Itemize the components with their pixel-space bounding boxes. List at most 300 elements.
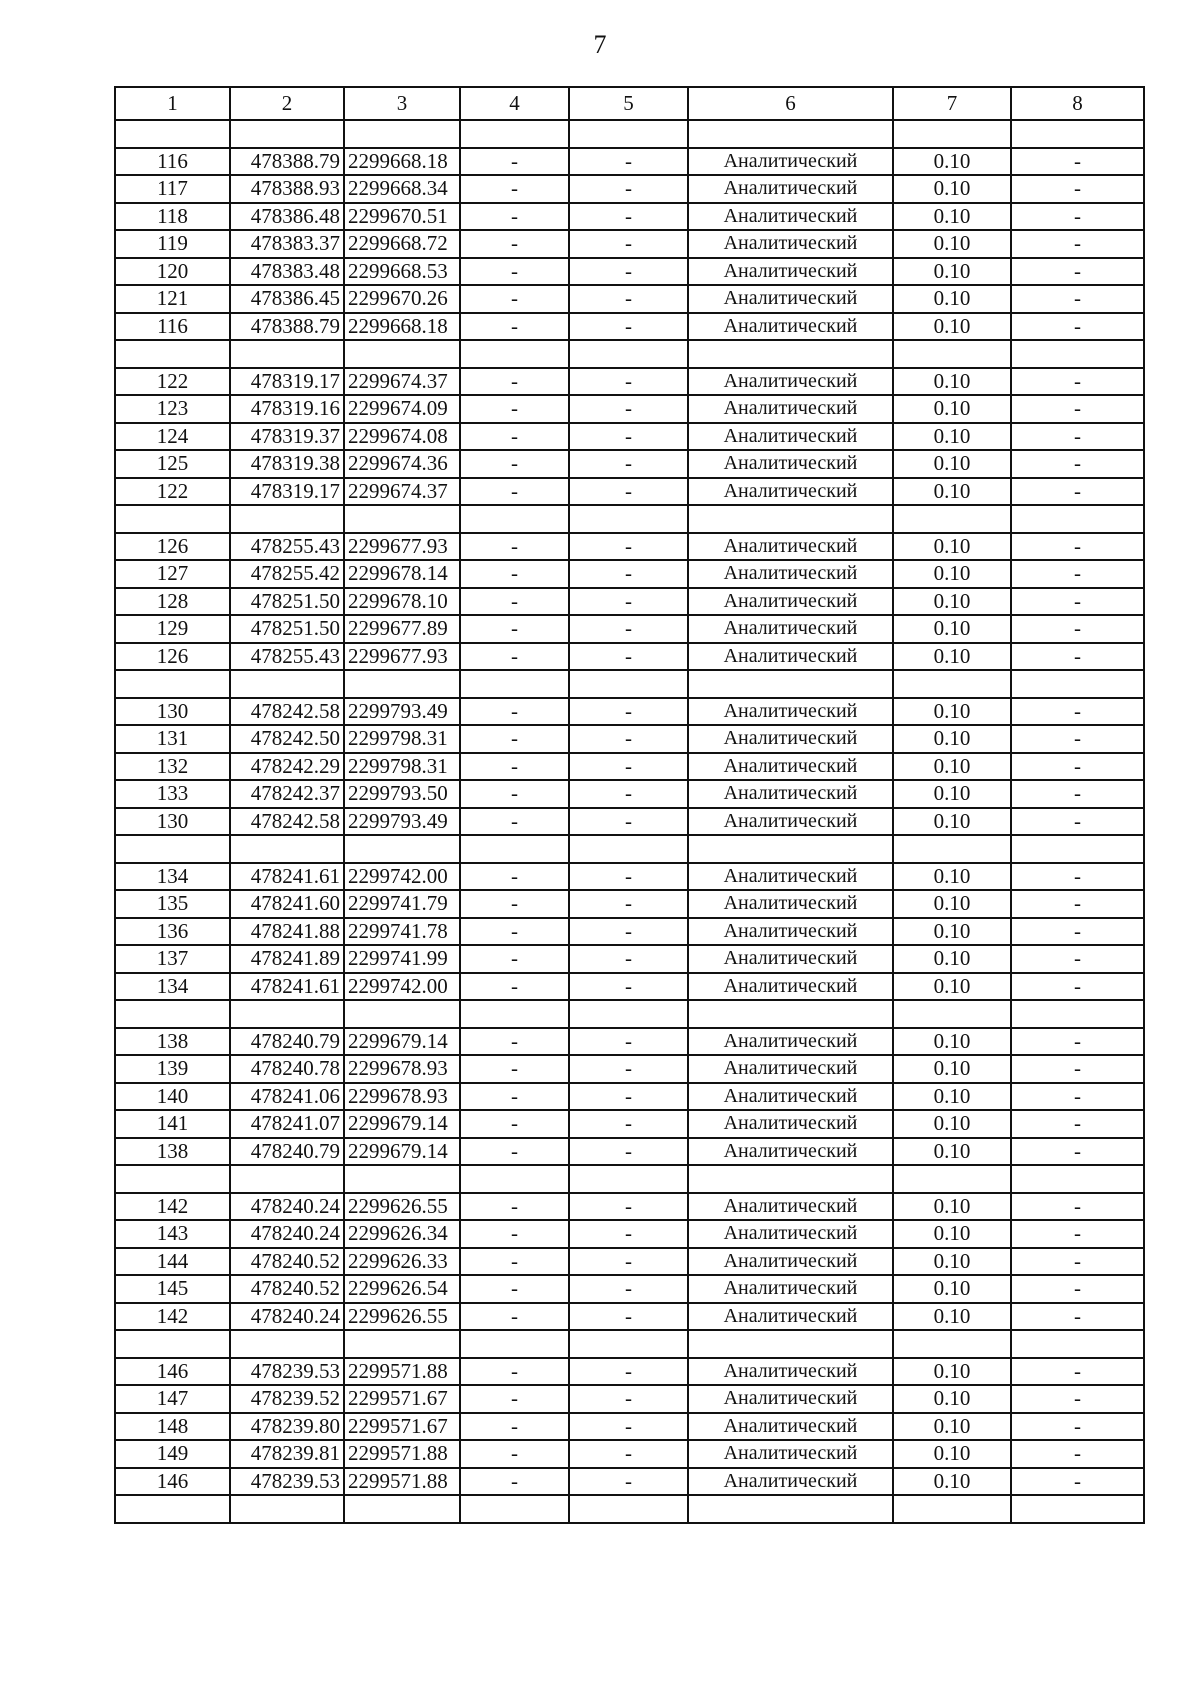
- column-8-cell: -: [1011, 148, 1144, 176]
- x-coordinate-cell: [230, 670, 344, 698]
- column-4-cell: -: [460, 1110, 569, 1138]
- column-5-cell: -: [569, 890, 688, 918]
- table-row: [115, 643, 1144, 671]
- column-8-cell: -: [1011, 533, 1144, 561]
- column-5-cell: -: [569, 1055, 688, 1083]
- column-8-cell: -: [1011, 643, 1144, 671]
- x-coordinate-cell: 478388.93: [230, 175, 344, 203]
- point-number-cell: 127: [115, 560, 230, 588]
- method-cell: Аналитический: [688, 560, 893, 588]
- x-coordinate-cell: 478388.79: [230, 313, 344, 341]
- table-row: [115, 368, 1144, 396]
- column-8-cell: -: [1011, 890, 1144, 918]
- table-row: [115, 1303, 1144, 1331]
- method-cell: Аналитический: [688, 753, 893, 781]
- method-cell: Аналитический: [688, 918, 893, 946]
- y-coordinate-cell: 2299571.88: [344, 1468, 460, 1496]
- column-4-cell: -: [460, 1028, 569, 1056]
- table-row: [115, 533, 1144, 561]
- y-coordinate-cell: 2299741.79: [344, 890, 460, 918]
- column-5-cell: [569, 1000, 688, 1028]
- x-coordinate-cell: 478240.79: [230, 1028, 344, 1056]
- table-row: [115, 203, 1144, 231]
- method-cell: Аналитический: [688, 478, 893, 506]
- column-8-cell: [1011, 1495, 1144, 1523]
- column-5-cell: -: [569, 478, 688, 506]
- method-cell: Аналитический: [688, 945, 893, 973]
- column-4-cell: -: [460, 1248, 569, 1276]
- y-coordinate-cell: 2299674.37: [344, 478, 460, 506]
- x-coordinate-cell: [230, 1000, 344, 1028]
- column-8-cell: -: [1011, 175, 1144, 203]
- column-5-cell: -: [569, 615, 688, 643]
- point-number-cell: 116: [115, 313, 230, 341]
- column-5-cell: -: [569, 560, 688, 588]
- x-coordinate-cell: 478241.88: [230, 918, 344, 946]
- accuracy-cell: 0.10: [893, 285, 1011, 313]
- column-5-cell: [569, 670, 688, 698]
- column-5-cell: -: [569, 1248, 688, 1276]
- table-row: [115, 725, 1144, 753]
- table-row: [115, 698, 1144, 726]
- y-coordinate-cell: [344, 1000, 460, 1028]
- accuracy-cell: 0.10: [893, 1028, 1011, 1056]
- table-separator-row: [115, 505, 1144, 533]
- column-4-cell: [460, 1330, 569, 1358]
- column-5-cell: -: [569, 533, 688, 561]
- column-4-cell: -: [460, 725, 569, 753]
- point-number-cell: 133: [115, 780, 230, 808]
- method-cell: Аналитический: [688, 1220, 893, 1248]
- method-cell: Аналитический: [688, 175, 893, 203]
- accuracy-cell: 0.10: [893, 450, 1011, 478]
- x-coordinate-cell: 478242.37: [230, 780, 344, 808]
- accuracy-cell: [893, 1330, 1011, 1358]
- column-4-cell: -: [460, 588, 569, 616]
- point-number-cell: 123: [115, 395, 230, 423]
- column-8-cell: -: [1011, 1468, 1144, 1496]
- table-separator-row: [115, 120, 1144, 148]
- y-coordinate-cell: 2299678.93: [344, 1055, 460, 1083]
- column-5-cell: -: [569, 1028, 688, 1056]
- column-5-cell: -: [569, 945, 688, 973]
- point-number-cell: 139: [115, 1055, 230, 1083]
- column-4-cell: -: [460, 698, 569, 726]
- column-5-cell: -: [569, 1083, 688, 1111]
- method-cell: Аналитический: [688, 1303, 893, 1331]
- accuracy-cell: 0.10: [893, 1110, 1011, 1138]
- accuracy-cell: 0.10: [893, 478, 1011, 506]
- method-cell: Аналитический: [688, 395, 893, 423]
- column-5-cell: [569, 120, 688, 148]
- table-row: [115, 973, 1144, 1001]
- column-4-cell: -: [460, 1083, 569, 1111]
- y-coordinate-cell: 2299798.31: [344, 725, 460, 753]
- accuracy-cell: 0.10: [893, 643, 1011, 671]
- column-8-cell: -: [1011, 808, 1144, 836]
- method-cell: Аналитический: [688, 780, 893, 808]
- column-4-cell: -: [460, 148, 569, 176]
- y-coordinate-cell: [344, 505, 460, 533]
- column-4-cell: -: [460, 203, 569, 231]
- x-coordinate-cell: 478240.78: [230, 1055, 344, 1083]
- column-8-cell: -: [1011, 478, 1144, 506]
- accuracy-cell: 0.10: [893, 313, 1011, 341]
- accuracy-cell: [893, 120, 1011, 148]
- point-number-cell: 148: [115, 1413, 230, 1441]
- column-8-cell: -: [1011, 1248, 1144, 1276]
- table-separator-row: [115, 1165, 1144, 1193]
- method-cell: Аналитический: [688, 808, 893, 836]
- point-number-cell: [115, 835, 230, 863]
- column-4-cell: -: [460, 560, 569, 588]
- point-number-cell: 130: [115, 698, 230, 726]
- column-header-4: 4: [460, 87, 569, 120]
- point-number-cell: 131: [115, 725, 230, 753]
- accuracy-cell: 0.10: [893, 725, 1011, 753]
- column-8-cell: [1011, 1165, 1144, 1193]
- y-coordinate-cell: 2299668.34: [344, 175, 460, 203]
- column-8-cell: [1011, 835, 1144, 863]
- y-coordinate-cell: 2299677.93: [344, 533, 460, 561]
- y-coordinate-cell: [344, 1165, 460, 1193]
- column-header-8: 8: [1011, 87, 1144, 120]
- column-header-2: 2: [230, 87, 344, 120]
- point-number-cell: 138: [115, 1138, 230, 1166]
- column-8-cell: -: [1011, 313, 1144, 341]
- column-4-cell: -: [460, 1138, 569, 1166]
- column-5-cell: -: [569, 1303, 688, 1331]
- column-5-cell: -: [569, 1220, 688, 1248]
- column-4-cell: -: [460, 533, 569, 561]
- table-row: [115, 1275, 1144, 1303]
- column-4-cell: -: [460, 1385, 569, 1413]
- table-row: [115, 863, 1144, 891]
- x-coordinate-cell: 478239.81: [230, 1440, 344, 1468]
- method-cell: Аналитический: [688, 615, 893, 643]
- column-5-cell: -: [569, 753, 688, 781]
- table-row: [115, 450, 1144, 478]
- column-8-cell: -: [1011, 450, 1144, 478]
- accuracy-cell: 0.10: [893, 588, 1011, 616]
- point-number-cell: 125: [115, 450, 230, 478]
- y-coordinate-cell: [344, 1330, 460, 1358]
- method-cell: Аналитический: [688, 588, 893, 616]
- column-5-cell: [569, 835, 688, 863]
- column-5-cell: -: [569, 1193, 688, 1221]
- y-coordinate-cell: 2299668.72: [344, 230, 460, 258]
- table-row: [115, 148, 1144, 176]
- column-4-cell: -: [460, 615, 569, 643]
- column-5-cell: -: [569, 450, 688, 478]
- point-number-cell: [115, 120, 230, 148]
- accuracy-cell: 0.10: [893, 203, 1011, 231]
- y-coordinate-cell: 2299668.53: [344, 258, 460, 286]
- method-cell: Аналитический: [688, 1193, 893, 1221]
- x-coordinate-cell: [230, 505, 344, 533]
- y-coordinate-cell: [344, 340, 460, 368]
- accuracy-cell: 0.10: [893, 808, 1011, 836]
- point-number-cell: [115, 670, 230, 698]
- x-coordinate-cell: 478242.58: [230, 698, 344, 726]
- column-header-6: 6: [688, 87, 893, 120]
- column-4-cell: [460, 1000, 569, 1028]
- column-5-cell: -: [569, 780, 688, 808]
- y-coordinate-cell: 2299741.99: [344, 945, 460, 973]
- point-number-cell: 142: [115, 1303, 230, 1331]
- accuracy-cell: 0.10: [893, 1083, 1011, 1111]
- column-4-cell: -: [460, 808, 569, 836]
- x-coordinate-cell: 478239.52: [230, 1385, 344, 1413]
- column-4-cell: -: [460, 1413, 569, 1441]
- accuracy-cell: [893, 835, 1011, 863]
- y-coordinate-cell: 2299571.88: [344, 1358, 460, 1386]
- y-coordinate-cell: 2299674.09: [344, 395, 460, 423]
- y-coordinate-cell: 2299626.33: [344, 1248, 460, 1276]
- x-coordinate-cell: [230, 120, 344, 148]
- point-number-cell: 126: [115, 643, 230, 671]
- column-4-cell: -: [460, 423, 569, 451]
- method-cell: Аналитический: [688, 1440, 893, 1468]
- column-8-cell: -: [1011, 698, 1144, 726]
- method-cell: Аналитический: [688, 148, 893, 176]
- accuracy-cell: 0.10: [893, 615, 1011, 643]
- point-number-cell: [115, 1495, 230, 1523]
- table-header-row: [115, 87, 1144, 120]
- column-5-cell: -: [569, 230, 688, 258]
- column-header-3: 3: [344, 87, 460, 120]
- y-coordinate-cell: 2299668.18: [344, 148, 460, 176]
- x-coordinate-cell: 478255.43: [230, 643, 344, 671]
- method-cell: Аналитический: [688, 1275, 893, 1303]
- accuracy-cell: 0.10: [893, 1413, 1011, 1441]
- accuracy-cell: 0.10: [893, 1055, 1011, 1083]
- accuracy-cell: 0.10: [893, 1220, 1011, 1248]
- x-coordinate-cell: 478319.37: [230, 423, 344, 451]
- column-5-cell: -: [569, 973, 688, 1001]
- y-coordinate-cell: 2299668.18: [344, 313, 460, 341]
- x-coordinate-cell: 478241.06: [230, 1083, 344, 1111]
- accuracy-cell: 0.10: [893, 1193, 1011, 1221]
- x-coordinate-cell: 478239.53: [230, 1358, 344, 1386]
- column-8-cell: -: [1011, 395, 1144, 423]
- table-row: [115, 1220, 1144, 1248]
- point-number-cell: 124: [115, 423, 230, 451]
- point-number-cell: 119: [115, 230, 230, 258]
- column-4-cell: -: [460, 753, 569, 781]
- point-number-cell: 147: [115, 1385, 230, 1413]
- point-number-cell: 122: [115, 368, 230, 396]
- column-4-cell: -: [460, 285, 569, 313]
- column-5-cell: -: [569, 588, 688, 616]
- table-row: [115, 395, 1144, 423]
- table-row: [115, 423, 1144, 451]
- method-cell: [688, 1165, 893, 1193]
- table-row: [115, 1468, 1144, 1496]
- table-separator-row: [115, 835, 1144, 863]
- table-row: [115, 918, 1144, 946]
- x-coordinate-cell: 478255.42: [230, 560, 344, 588]
- x-coordinate-cell: 478242.58: [230, 808, 344, 836]
- y-coordinate-cell: 2299793.49: [344, 698, 460, 726]
- y-coordinate-cell: 2299674.08: [344, 423, 460, 451]
- x-coordinate-cell: 478240.24: [230, 1220, 344, 1248]
- method-cell: Аналитический: [688, 890, 893, 918]
- table-row: [115, 313, 1144, 341]
- column-8-cell: -: [1011, 285, 1144, 313]
- y-coordinate-cell: 2299677.93: [344, 643, 460, 671]
- method-cell: Аналитический: [688, 1138, 893, 1166]
- y-coordinate-cell: 2299674.36: [344, 450, 460, 478]
- column-8-cell: -: [1011, 1055, 1144, 1083]
- column-4-cell: [460, 1495, 569, 1523]
- table-row: [115, 258, 1144, 286]
- x-coordinate-cell: 478386.48: [230, 203, 344, 231]
- table-row: [115, 615, 1144, 643]
- method-cell: [688, 340, 893, 368]
- point-number-cell: [115, 1000, 230, 1028]
- point-number-cell: 142: [115, 1193, 230, 1221]
- accuracy-cell: 0.10: [893, 368, 1011, 396]
- column-4-cell: -: [460, 1275, 569, 1303]
- y-coordinate-cell: 2299677.89: [344, 615, 460, 643]
- accuracy-cell: 0.10: [893, 395, 1011, 423]
- method-cell: Аналитический: [688, 973, 893, 1001]
- column-4-cell: -: [460, 945, 569, 973]
- point-number-cell: 134: [115, 863, 230, 891]
- y-coordinate-cell: 2299679.14: [344, 1138, 460, 1166]
- column-5-cell: -: [569, 423, 688, 451]
- column-8-cell: [1011, 340, 1144, 368]
- table-row: [115, 1385, 1144, 1413]
- x-coordinate-cell: 478383.48: [230, 258, 344, 286]
- method-cell: Аналитический: [688, 1385, 893, 1413]
- y-coordinate-cell: 2299626.34: [344, 1220, 460, 1248]
- point-number-cell: 130: [115, 808, 230, 836]
- table-row: [115, 175, 1144, 203]
- table-row: [115, 1440, 1144, 1468]
- y-coordinate-cell: 2299670.51: [344, 203, 460, 231]
- x-coordinate-cell: 478239.53: [230, 1468, 344, 1496]
- point-number-cell: 145: [115, 1275, 230, 1303]
- column-8-cell: -: [1011, 1028, 1144, 1056]
- point-number-cell: [115, 340, 230, 368]
- accuracy-cell: 0.10: [893, 533, 1011, 561]
- column-5-cell: [569, 1165, 688, 1193]
- column-5-cell: [569, 1330, 688, 1358]
- column-4-cell: -: [460, 1358, 569, 1386]
- y-coordinate-cell: [344, 1495, 460, 1523]
- point-number-cell: 128: [115, 588, 230, 616]
- y-coordinate-cell: 2299571.67: [344, 1385, 460, 1413]
- column-4-cell: -: [460, 230, 569, 258]
- point-number-cell: 146: [115, 1468, 230, 1496]
- column-4-cell: -: [460, 973, 569, 1001]
- column-5-cell: [569, 505, 688, 533]
- method-cell: Аналитический: [688, 1055, 893, 1083]
- y-coordinate-cell: 2299793.49: [344, 808, 460, 836]
- column-8-cell: -: [1011, 203, 1144, 231]
- table-row: [115, 588, 1144, 616]
- table-row: [115, 945, 1144, 973]
- method-cell: [688, 1000, 893, 1028]
- column-8-cell: -: [1011, 1275, 1144, 1303]
- table-row: [115, 478, 1144, 506]
- column-8-cell: -: [1011, 1083, 1144, 1111]
- accuracy-cell: 0.10: [893, 1275, 1011, 1303]
- column-8-cell: [1011, 505, 1144, 533]
- method-cell: Аналитический: [688, 725, 893, 753]
- table-row: [115, 560, 1144, 588]
- column-5-cell: -: [569, 725, 688, 753]
- column-8-cell: -: [1011, 368, 1144, 396]
- column-5-cell: -: [569, 395, 688, 423]
- x-coordinate-cell: 478319.17: [230, 368, 344, 396]
- accuracy-cell: [893, 670, 1011, 698]
- method-cell: Аналитический: [688, 423, 893, 451]
- column-4-cell: [460, 340, 569, 368]
- accuracy-cell: 0.10: [893, 560, 1011, 588]
- method-cell: Аналитический: [688, 1413, 893, 1441]
- column-8-cell: -: [1011, 588, 1144, 616]
- column-8-cell: -: [1011, 560, 1144, 588]
- table-row: [115, 808, 1144, 836]
- column-header-1: 1: [115, 87, 230, 120]
- column-8-cell: -: [1011, 1193, 1144, 1221]
- column-5-cell: -: [569, 148, 688, 176]
- x-coordinate-cell: 478241.07: [230, 1110, 344, 1138]
- method-cell: Аналитический: [688, 450, 893, 478]
- point-number-cell: 144: [115, 1248, 230, 1276]
- column-4-cell: [460, 835, 569, 863]
- method-cell: Аналитический: [688, 1083, 893, 1111]
- table-row: [115, 1110, 1144, 1138]
- point-number-cell: 136: [115, 918, 230, 946]
- accuracy-cell: 0.10: [893, 1440, 1011, 1468]
- accuracy-cell: 0.10: [893, 945, 1011, 973]
- y-coordinate-cell: [344, 670, 460, 698]
- accuracy-cell: 0.10: [893, 753, 1011, 781]
- point-number-cell: 146: [115, 1358, 230, 1386]
- method-cell: Аналитический: [688, 285, 893, 313]
- x-coordinate-cell: 478240.24: [230, 1193, 344, 1221]
- x-coordinate-cell: 478240.24: [230, 1303, 344, 1331]
- method-cell: Аналитический: [688, 230, 893, 258]
- x-coordinate-cell: 478255.43: [230, 533, 344, 561]
- method-cell: Аналитический: [688, 313, 893, 341]
- accuracy-cell: [893, 505, 1011, 533]
- accuracy-cell: 0.10: [893, 780, 1011, 808]
- column-4-cell: -: [460, 1440, 569, 1468]
- y-coordinate-cell: [344, 835, 460, 863]
- table-separator-row: [115, 1330, 1144, 1358]
- y-coordinate-cell: 2299626.55: [344, 1303, 460, 1331]
- method-cell: Аналитический: [688, 698, 893, 726]
- method-cell: [688, 1495, 893, 1523]
- column-8-cell: -: [1011, 1440, 1144, 1468]
- accuracy-cell: 0.10: [893, 1248, 1011, 1276]
- x-coordinate-cell: 478383.37: [230, 230, 344, 258]
- y-coordinate-cell: 2299741.78: [344, 918, 460, 946]
- column-5-cell: -: [569, 1110, 688, 1138]
- point-number-cell: 120: [115, 258, 230, 286]
- column-header-5: 5: [569, 87, 688, 120]
- table-row: [115, 285, 1144, 313]
- column-8-cell: -: [1011, 1138, 1144, 1166]
- column-5-cell: -: [569, 1358, 688, 1386]
- method-cell: Аналитический: [688, 1028, 893, 1056]
- column-8-cell: -: [1011, 973, 1144, 1001]
